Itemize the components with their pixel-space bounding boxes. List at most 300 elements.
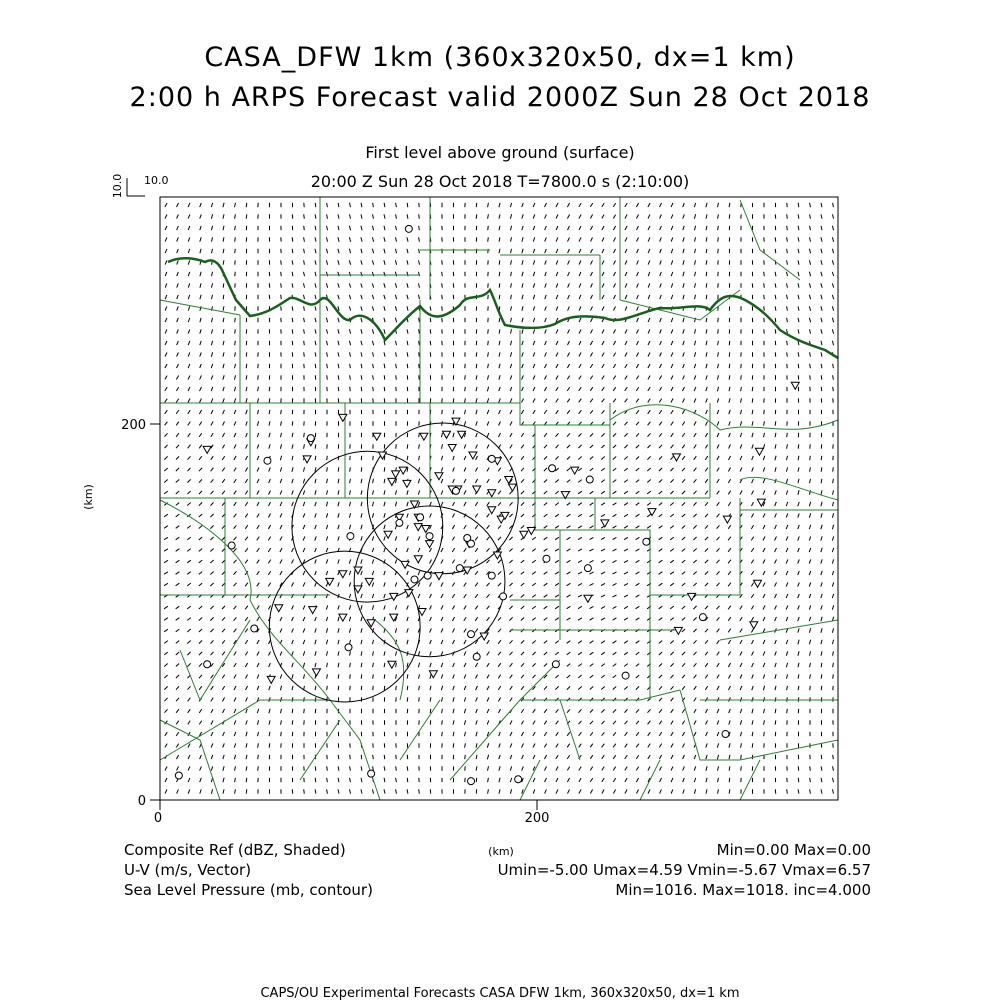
wind-vector xyxy=(464,686,466,690)
wind-vector xyxy=(373,479,374,483)
wind-vector xyxy=(498,468,501,472)
wind-vector xyxy=(407,766,408,770)
wind-vector xyxy=(624,491,628,494)
wind-vector xyxy=(705,686,707,690)
wind-vector xyxy=(533,295,534,299)
wind-vector xyxy=(234,548,237,551)
wind-vector xyxy=(373,789,374,793)
wind-vector xyxy=(579,341,581,345)
wind-vector xyxy=(384,226,385,230)
wind-vector xyxy=(763,514,765,518)
wind-vector xyxy=(740,433,741,437)
wind-vector xyxy=(833,674,834,678)
wind-vector xyxy=(465,732,466,736)
wind-vector xyxy=(659,652,662,655)
wind-vector xyxy=(763,479,765,483)
wind-vector xyxy=(292,479,293,483)
wind-vector xyxy=(568,330,570,334)
wind-vector xyxy=(567,364,569,368)
vector-scale-reference xyxy=(111,174,169,199)
wind-vector xyxy=(176,641,179,644)
wind-vector xyxy=(832,283,833,287)
wind-vector xyxy=(281,421,282,425)
wind-vector xyxy=(602,330,604,334)
wind-vector xyxy=(786,640,787,644)
wind-vector xyxy=(636,583,640,585)
wind-vector xyxy=(223,778,224,782)
wind-vector xyxy=(522,341,523,345)
station-triangle-marker xyxy=(754,580,762,587)
wind-vector xyxy=(659,560,663,563)
wind-vector xyxy=(304,341,305,345)
wind-vector xyxy=(349,329,350,333)
wind-vector xyxy=(407,617,408,621)
station-circle-marker xyxy=(426,533,433,540)
wind-vector xyxy=(200,341,201,345)
station-circle-marker xyxy=(452,487,459,494)
wind-vector xyxy=(164,652,167,655)
wind-vector xyxy=(567,767,569,771)
footer-credit: CAPS/OU Experimental Forecasts CASA DFW 1km, 360x320x50, dx=1 km xyxy=(0,986,1000,1001)
wind-vector xyxy=(361,605,362,609)
wind-vector xyxy=(763,467,764,471)
wind-vector xyxy=(578,480,582,483)
wind-vector xyxy=(705,675,708,679)
wind-vector xyxy=(545,318,547,322)
wind-vector xyxy=(787,249,788,253)
wind-vector xyxy=(637,306,639,310)
wind-vector xyxy=(430,560,432,564)
wind-vector xyxy=(555,503,559,506)
station-circle-marker xyxy=(228,542,235,549)
wind-vector xyxy=(579,790,581,794)
wind-vector xyxy=(257,479,259,483)
wind-vector xyxy=(361,249,362,253)
wind-vector xyxy=(441,560,443,564)
wind-vector xyxy=(809,548,811,552)
wind-vector xyxy=(361,559,362,563)
station-circle-marker xyxy=(368,770,375,777)
wind-vector xyxy=(211,732,213,736)
wind-vector xyxy=(407,605,409,609)
wind-vector xyxy=(222,433,224,437)
wind-vector xyxy=(660,249,662,253)
wind-vector xyxy=(396,490,397,494)
wind-vector xyxy=(821,456,822,460)
wind-vector xyxy=(728,491,730,495)
wind-vector xyxy=(407,444,408,448)
wind-vector xyxy=(510,686,513,690)
wind-vector xyxy=(350,203,351,207)
wind-vector xyxy=(682,560,685,563)
wind-vector xyxy=(729,456,731,460)
wind-vector xyxy=(165,433,168,436)
wind-vector xyxy=(648,226,650,230)
wind-vector xyxy=(775,651,777,655)
wind-vector xyxy=(625,364,627,368)
wind-vector xyxy=(177,353,179,357)
wind-vector xyxy=(269,743,270,747)
wind-vector xyxy=(303,502,304,506)
wind-vector xyxy=(326,260,327,264)
wind-vector xyxy=(373,663,374,667)
wind-vector xyxy=(625,203,627,207)
wind-vector xyxy=(821,628,822,632)
wind-vector xyxy=(338,272,339,276)
wind-vector xyxy=(579,226,581,230)
wind-vector xyxy=(165,306,167,310)
wind-vector xyxy=(176,376,178,380)
wind-vector xyxy=(775,583,777,587)
wind-vector xyxy=(430,306,431,310)
wind-vector xyxy=(567,778,569,782)
wind-vector xyxy=(545,789,547,793)
wind-vector xyxy=(338,364,339,368)
wind-vector xyxy=(775,537,777,541)
wind-vector xyxy=(280,548,282,552)
wind-vector xyxy=(567,387,569,391)
wind-vector xyxy=(188,778,190,782)
wind-vector xyxy=(361,502,362,506)
wind-vector xyxy=(235,318,236,322)
wind-vector xyxy=(660,341,662,345)
wind-vector xyxy=(419,226,420,230)
wind-vector xyxy=(729,203,730,207)
wind-vector xyxy=(280,502,282,506)
wind-vector xyxy=(326,640,327,644)
wind-vector xyxy=(764,272,765,276)
wind-vector xyxy=(223,283,224,287)
wind-vector xyxy=(659,480,662,483)
wind-vector xyxy=(384,766,385,770)
wind-vector xyxy=(372,249,373,253)
wind-vector xyxy=(188,329,190,333)
wind-vector xyxy=(729,375,730,379)
wind-vector xyxy=(533,203,535,207)
wind-vector xyxy=(465,387,466,391)
wind-vector xyxy=(555,491,558,494)
wind-vector xyxy=(498,491,501,495)
wind-vector xyxy=(728,502,730,506)
wind-vector xyxy=(706,237,707,241)
wind-vector xyxy=(544,664,547,667)
wind-vector xyxy=(487,640,490,644)
wind-vector xyxy=(636,744,639,748)
wind-vector xyxy=(441,629,443,633)
wind-vector xyxy=(602,307,604,311)
wind-vector xyxy=(671,767,673,771)
wind-vector xyxy=(441,583,443,587)
wind-vector xyxy=(578,618,582,620)
wind-vector xyxy=(717,709,719,713)
wind-vector xyxy=(728,571,731,575)
wind-vector xyxy=(682,514,685,517)
wind-vector xyxy=(798,628,799,632)
wind-vector xyxy=(235,352,236,356)
wind-vector xyxy=(223,743,225,747)
wind-vector xyxy=(453,709,454,713)
wind-vector xyxy=(234,698,236,702)
wind-vector xyxy=(234,525,237,528)
wind-vector xyxy=(211,456,214,460)
wind-vector xyxy=(545,329,547,333)
wind-vector xyxy=(395,260,396,264)
wind-vector xyxy=(717,491,720,495)
wind-vector xyxy=(245,468,247,472)
wind-vector xyxy=(740,675,742,679)
wind-vector xyxy=(511,295,512,299)
wind-vector xyxy=(601,445,604,448)
wind-vector xyxy=(694,698,696,702)
station-triangle-marker xyxy=(339,614,347,621)
wind-vector xyxy=(164,675,167,678)
wind-vector xyxy=(751,571,753,575)
wind-vector xyxy=(292,583,294,587)
wind-vector xyxy=(821,260,822,264)
wind-vector xyxy=(315,571,317,575)
wind-vector xyxy=(488,214,489,218)
wind-vector xyxy=(568,283,570,287)
station-triangle-marker xyxy=(373,433,381,440)
wind-vector xyxy=(522,744,524,748)
wind-vector xyxy=(533,214,535,218)
wind-vector xyxy=(694,387,696,391)
wind-vector xyxy=(303,582,305,586)
wind-vector xyxy=(659,514,663,517)
wind-vector xyxy=(717,468,719,472)
wind-vector xyxy=(521,456,524,460)
wind-vector xyxy=(624,480,628,483)
wind-vector xyxy=(718,375,719,379)
wind-vector xyxy=(809,582,811,586)
wind-vector xyxy=(683,744,685,748)
wind-vector xyxy=(659,445,662,448)
wind-vector xyxy=(590,445,593,448)
wind-vector xyxy=(338,778,339,782)
wind-vector xyxy=(544,526,548,529)
wind-vector xyxy=(442,433,443,437)
wind-vector xyxy=(487,525,490,529)
wind-vector xyxy=(245,617,248,621)
wind-vector xyxy=(510,721,512,725)
wind-vector xyxy=(373,387,374,391)
wind-vector xyxy=(280,571,282,575)
wind-vector xyxy=(430,594,432,598)
wind-vector xyxy=(671,686,674,689)
wind-vector xyxy=(775,237,776,241)
wind-vector xyxy=(177,215,179,219)
wind-vector xyxy=(476,421,477,425)
wind-vector xyxy=(636,526,640,528)
wind-vector xyxy=(464,548,467,552)
wind-vector xyxy=(682,675,685,678)
wind-vector xyxy=(613,675,616,678)
wind-vector xyxy=(498,525,501,528)
wind-vector xyxy=(188,237,190,241)
wind-vector xyxy=(613,778,615,782)
wind-vector xyxy=(315,237,316,241)
wind-vector xyxy=(522,295,523,299)
wind-vector xyxy=(613,422,616,425)
wind-vector xyxy=(222,456,224,460)
wind-vector xyxy=(199,422,201,426)
wind-vector xyxy=(579,353,581,357)
wind-vector xyxy=(567,410,570,414)
wind-vector xyxy=(384,536,385,540)
wind-vector xyxy=(729,364,730,368)
wind-vector xyxy=(280,444,281,448)
wind-vector xyxy=(349,237,350,241)
wind-vector xyxy=(199,675,202,678)
wind-vector xyxy=(833,651,834,655)
wind-vector xyxy=(833,502,834,506)
wind-vector xyxy=(568,272,570,276)
wind-vector xyxy=(833,479,834,483)
wind-vector xyxy=(670,583,674,586)
wind-vector xyxy=(648,364,650,368)
wind-vector xyxy=(786,559,788,563)
wind-vector xyxy=(464,444,466,448)
wind-vector xyxy=(624,618,628,620)
wind-vector xyxy=(245,491,247,495)
wind-vector xyxy=(349,628,350,632)
wind-vector xyxy=(613,491,617,494)
wind-vector xyxy=(269,444,270,448)
wind-vector xyxy=(234,629,237,633)
wind-vector xyxy=(292,456,293,460)
wind-vector xyxy=(752,421,753,425)
wind-vector xyxy=(349,513,350,517)
wind-vector xyxy=(579,295,581,299)
wind-vector xyxy=(775,709,776,713)
wind-vector xyxy=(798,686,799,690)
wind-vector xyxy=(418,663,419,667)
wind-vector xyxy=(187,549,191,552)
wind-vector xyxy=(212,272,213,276)
wind-vector xyxy=(556,295,558,299)
wind-vector xyxy=(590,732,593,735)
wind-vector xyxy=(810,329,811,333)
wind-vector xyxy=(787,341,788,345)
station-circle-marker xyxy=(468,540,475,547)
wind-vector xyxy=(579,399,582,403)
wind-vector xyxy=(419,456,420,460)
vector-scale-horizontal-label: 10.0 xyxy=(144,174,169,187)
wind-vector xyxy=(809,628,810,632)
wind-vector xyxy=(188,698,191,702)
wind-vector xyxy=(787,260,788,264)
wind-vector xyxy=(706,352,707,356)
wind-vector xyxy=(682,479,685,482)
wind-vector xyxy=(188,352,190,356)
wind-vector xyxy=(475,502,477,506)
wind-vector xyxy=(361,594,362,598)
wind-vector xyxy=(453,502,455,506)
wind-vector xyxy=(555,595,559,597)
wind-vector xyxy=(786,617,788,621)
wind-vector xyxy=(601,514,605,516)
wind-vector xyxy=(591,261,593,265)
wind-vector xyxy=(613,744,616,748)
wind-vector xyxy=(545,376,547,380)
wind-vector xyxy=(164,537,168,539)
wind-vector xyxy=(821,778,822,782)
station-triangle-marker xyxy=(458,431,466,438)
wind-vector xyxy=(464,560,467,564)
wind-vector xyxy=(211,686,214,690)
wind-vector xyxy=(510,364,511,368)
wind-vector xyxy=(498,560,501,563)
wind-vector xyxy=(636,457,639,460)
wind-vector xyxy=(430,513,432,517)
wind-vector xyxy=(659,491,662,494)
wind-vector xyxy=(407,778,408,782)
wind-vector xyxy=(315,444,316,448)
wind-vector xyxy=(511,283,512,287)
wind-vector xyxy=(636,514,640,517)
wind-vector xyxy=(798,272,799,276)
wind-vector xyxy=(648,790,650,794)
wind-vector xyxy=(568,260,570,264)
wind-vector xyxy=(280,456,281,460)
wind-vector xyxy=(683,295,684,299)
wind-vector xyxy=(613,203,615,207)
wind-vector xyxy=(407,237,408,241)
wind-vector xyxy=(787,352,788,356)
wind-vector xyxy=(775,318,776,322)
wind-vector xyxy=(682,640,685,643)
wind-vector xyxy=(636,491,640,494)
wind-vector xyxy=(210,525,213,528)
station-triangle-marker xyxy=(520,531,528,538)
wind-vector xyxy=(164,641,168,644)
wind-vector xyxy=(246,720,247,724)
wind-vector xyxy=(567,744,570,748)
wind-vector xyxy=(613,606,617,608)
wind-vector xyxy=(407,548,409,552)
wind-vector xyxy=(579,283,581,287)
wind-vector xyxy=(210,537,213,540)
wind-vector xyxy=(199,572,202,575)
wind-vector xyxy=(533,789,535,793)
wind-vector xyxy=(510,203,511,207)
wind-vector xyxy=(787,433,788,437)
wind-vector xyxy=(510,778,511,782)
wind-vector xyxy=(659,572,663,575)
wind-vector xyxy=(533,709,536,713)
wind-vector xyxy=(706,272,707,276)
wind-vector xyxy=(821,306,822,310)
wind-vector xyxy=(705,571,708,574)
wind-vector xyxy=(281,732,282,736)
wind-vector xyxy=(188,433,191,437)
wind-vector xyxy=(372,341,373,345)
wind-vector xyxy=(741,743,742,747)
wind-vector xyxy=(395,536,396,540)
wind-vector xyxy=(798,214,799,218)
wind-vector xyxy=(395,605,396,609)
wind-vector xyxy=(257,720,258,724)
wind-vector xyxy=(579,732,582,736)
wind-vector xyxy=(165,364,167,368)
wind-vector xyxy=(613,480,617,483)
wind-vector xyxy=(613,572,617,574)
wind-vector xyxy=(613,526,617,528)
wind-vector xyxy=(682,572,685,575)
wind-vector xyxy=(694,502,697,505)
wind-vector xyxy=(199,663,202,666)
wind-vector xyxy=(659,606,663,609)
